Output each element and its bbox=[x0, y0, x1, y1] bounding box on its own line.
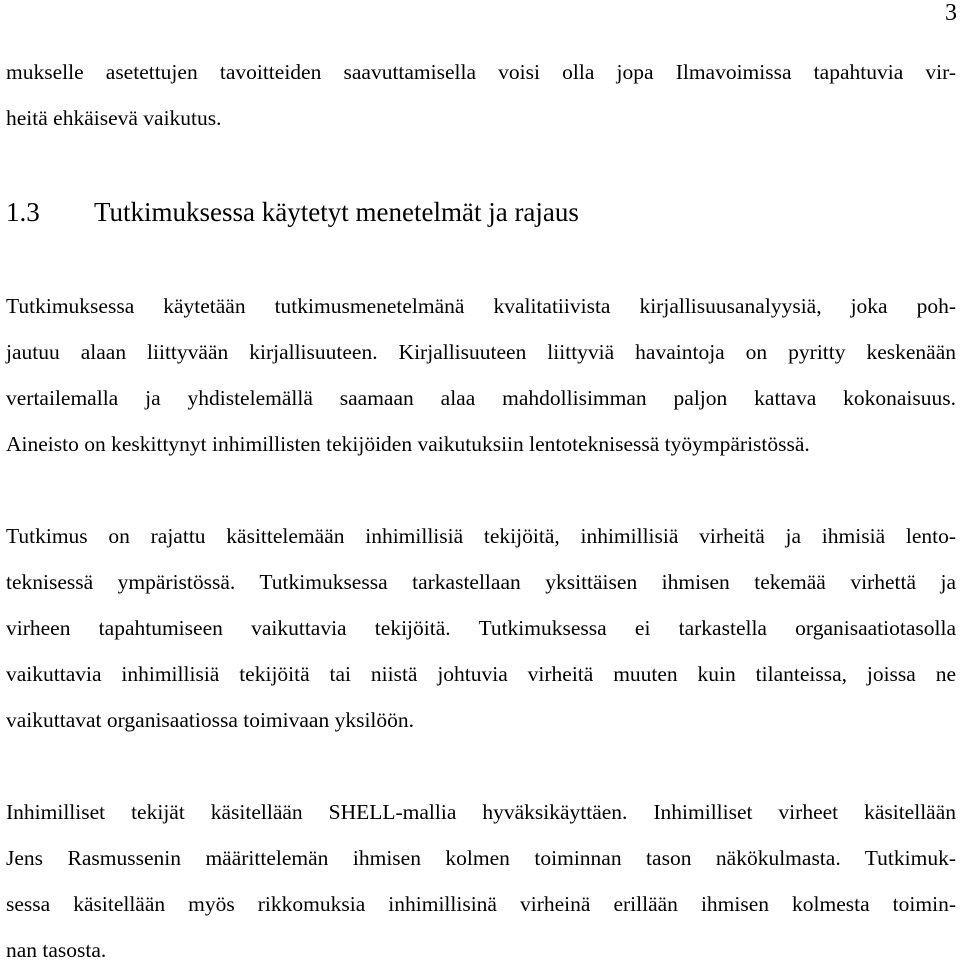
section-number: 1.3 bbox=[6, 197, 40, 227]
document-body bbox=[6, 49, 956, 973]
text-line: vaikuttavat organisaatiossa toimivaan yksilöön. bbox=[6, 708, 415, 732]
text-line: vertailemalla ja yhdistelemällä saamaan alaa mahdollisimman paljon kattava kokonaisuus. bbox=[6, 386, 956, 410]
text-line: Jens Rasmussenin määrittelemän ihmisen kolmen toiminnan tason näkökulmasta. Tutkimuk- bbox=[6, 846, 956, 870]
intro-paragraph bbox=[6, 49, 956, 141]
text-line: heitä ehkäisevä vaikutus. bbox=[6, 106, 222, 130]
paragraph-method bbox=[6, 283, 956, 467]
page-number: 3 bbox=[945, 0, 957, 26]
text-line: nan tasosta. bbox=[6, 938, 107, 962]
section-title: Tutkimuksessa käytetyt menetelmät ja rajaus bbox=[94, 197, 579, 227]
text-line: Aineisto on keskittynyt inhimillisten tekijöiden vaikutuksiin lentoteknisessä työympäristössä. bbox=[6, 432, 810, 456]
text-line: teknisessä ympäristössä. Tutkimuksessa tarkastellaan yksittäisen ihmisen tekemää virhettä ja bbox=[6, 570, 956, 594]
paragraph-models bbox=[6, 789, 956, 973]
text-line: jautuu alaan liittyvään kirjallisuuteen. Kirjallisuuteen liittyviä havaintoja on pyritty keskenään bbox=[6, 340, 956, 364]
text-line: virheen tapahtumiseen vaikuttavia tekijöitä. Tutkimuksessa ei tarkastella organisaatiotasolla bbox=[6, 616, 956, 640]
paragraph-scope bbox=[6, 513, 956, 743]
section-heading bbox=[6, 189, 956, 239]
text-line: vaikuttavia inhimillisiä tekijöitä tai niistä johtuvia virheitä muuten kuin tilanteissa, joissa ne bbox=[6, 662, 956, 686]
text-line: sessa käsitellään myös rikkomuksia inhimillisinä virheinä erillään ihmisen kolmesta toimin- bbox=[6, 892, 956, 916]
text-line: mukselle asetettujen tavoitteiden saavuttamisella voisi olla jopa Ilmavoimissa tapahtuvia vir- bbox=[6, 60, 956, 84]
text-line: Tutkimuksessa käytetään tutkimusmenetelmänä kvalitatiivista kirjallisuusanalyysiä, joka poh- bbox=[6, 294, 956, 318]
text-line: Tutkimus on rajattu käsittelemään inhimillisiä tekijöitä, inhimillisiä virheitä ja ihmisiä lento- bbox=[6, 524, 956, 548]
text-line: Inhimilliset tekijät käsitellään SHELL-mallia hyväksikäyttäen. Inhimilliset virheet käsitellään bbox=[6, 800, 956, 824]
